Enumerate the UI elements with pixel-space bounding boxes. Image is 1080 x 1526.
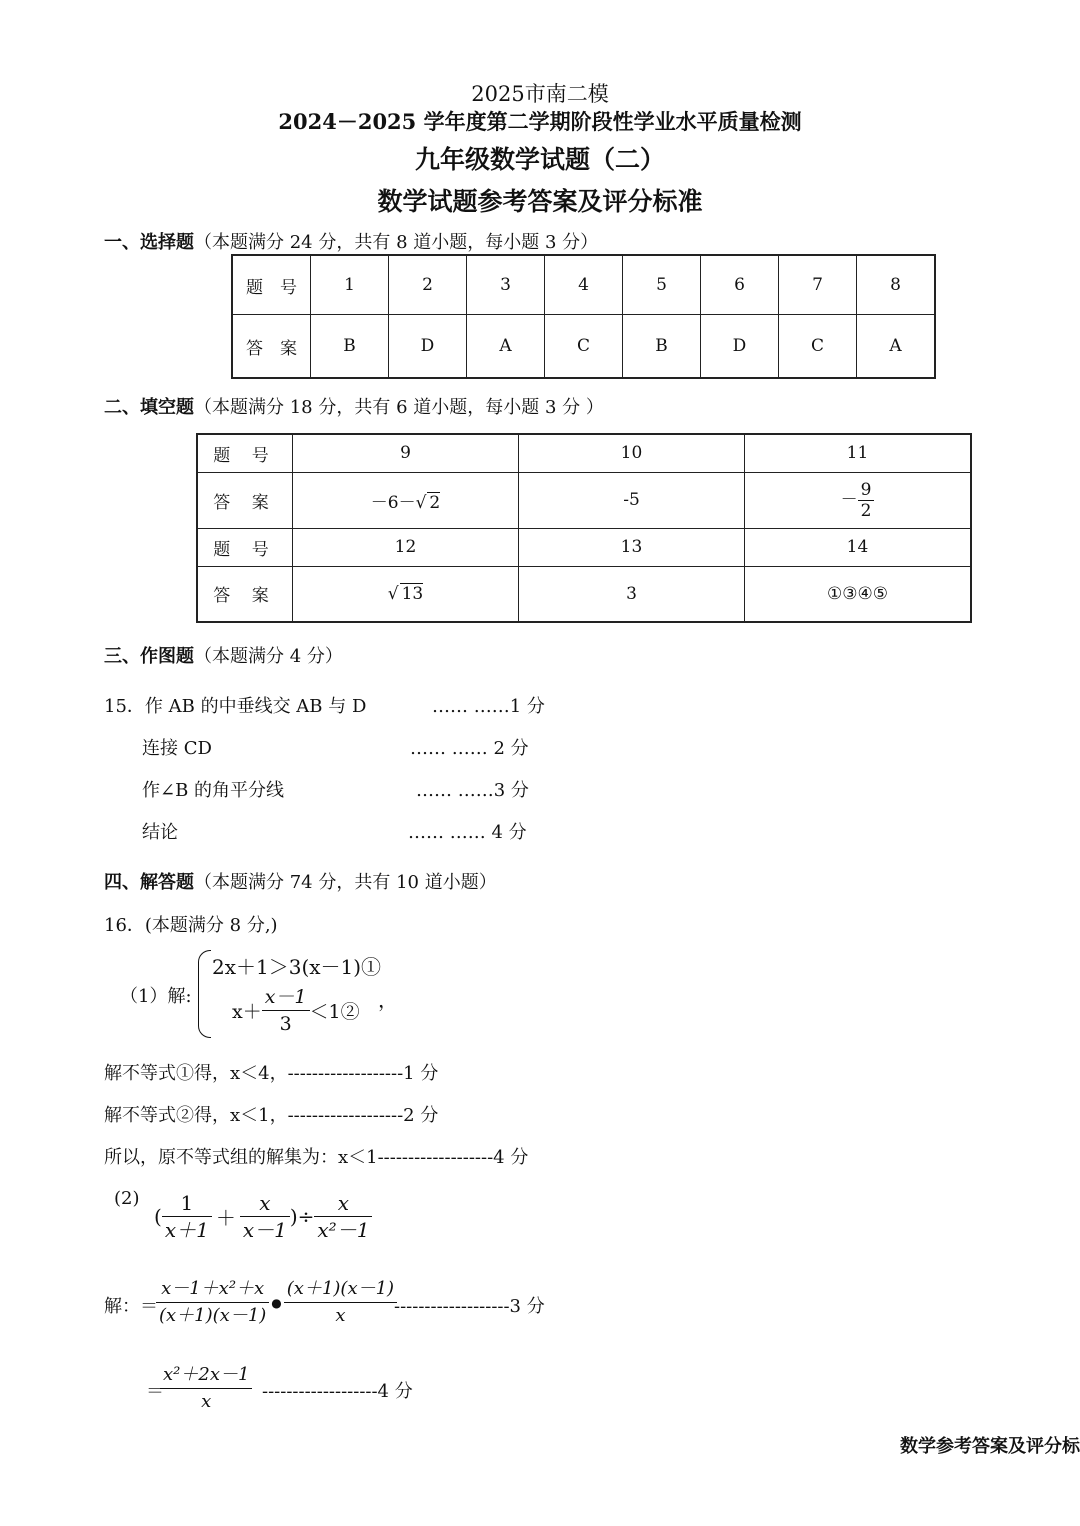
expr-fraction-1 [162, 1190, 212, 1243]
fraction-numerator: 1 [162, 1190, 212, 1217]
section-2-title: 二、填空题 [104, 397, 194, 418]
exam-term-title: 2024－2025 学年度第二学期阶段性学业水平质量检测 [278, 109, 802, 134]
table-row [197, 434, 971, 472]
answer-11-fraction [858, 480, 875, 521]
answer-cell: C [545, 315, 623, 379]
step1-fraction-b [284, 1276, 397, 1329]
table-row [232, 315, 935, 379]
multiply-dot: ● [271, 1295, 282, 1310]
inequality-2-prefix: x＋ [232, 1001, 262, 1023]
q15-step3: 作∠B 的角平分线 [142, 780, 285, 801]
inequality-1: 2x＋1＞3(x－1)① [212, 955, 382, 979]
page-footer: 数学参考答案及评分标 [900, 1436, 1080, 1457]
fraction-numerator: x [314, 1190, 372, 1217]
document-title: 数学试题参考答案及评分标准 [377, 187, 703, 216]
section-1-title: 一、选择题 [104, 232, 194, 253]
exam-subject-title: 九年级数学试题（二） [414, 145, 665, 174]
q15-step4: 结论 [142, 822, 178, 843]
table-row [197, 566, 971, 622]
expr-fraction-3 [314, 1190, 372, 1243]
table-row [232, 255, 935, 315]
answer-cell: B [311, 315, 389, 379]
step2-expression [160, 1362, 252, 1415]
q15-step2: 连接 CD [142, 738, 212, 759]
q15-step1: 15．作 AB 的中垂线交 AB 与 D [104, 696, 367, 717]
row-label: 题 号 [197, 434, 293, 472]
question-number: 9 [293, 434, 519, 472]
q16-part1-label: （1）解: [120, 986, 192, 1007]
exam-source: 2025市南二模 [471, 82, 609, 106]
section-2-heading [104, 393, 604, 419]
answer-9-radicand: 2 [429, 492, 441, 513]
answer-cell-10: -5 [519, 472, 745, 528]
answer-cell: B [623, 315, 701, 379]
question-number: 4 [545, 255, 623, 315]
section-3-note: （本题满分 4 分） [194, 646, 343, 667]
q15-score2: …… …… 2 分 [410, 738, 529, 759]
fraction-denominator: x－1 [242, 1218, 287, 1242]
fraction-numerator: (x＋1)(x－1) [284, 1276, 397, 1303]
part2-expression [154, 1190, 372, 1243]
row-label: 答 案 [232, 315, 311, 379]
question-number: 5 [623, 255, 701, 315]
question-number: 8 [857, 255, 936, 315]
fraction-numerator: x－1＋x²＋x [156, 1276, 269, 1303]
row-label: 题 号 [232, 255, 311, 315]
fraction-denominator: x [201, 1391, 212, 1412]
q16-heading: 16．(本题满分 8 分,) [104, 915, 278, 936]
step1-score: -------------------3 分 [394, 1296, 545, 1317]
answer-9-prefix: －6－ [370, 492, 416, 513]
question-number: 12 [293, 528, 519, 566]
solution-line-3: 所以，原不等式组的解集为：x＜1-------------------4 分 [104, 1147, 529, 1168]
row-label: 答 案 [197, 566, 293, 622]
question-number: 3 [467, 255, 545, 315]
answer-cell-12 [293, 566, 519, 622]
answer-cell-13: 3 [519, 566, 745, 622]
table-row [197, 528, 971, 566]
answer-cell-9 [293, 472, 519, 528]
fraction-numerator: x [240, 1190, 290, 1217]
question-number: 11 [745, 434, 972, 472]
fraction-denominator: x＋1 [164, 1218, 209, 1242]
fraction-numerator: x－1 [262, 984, 310, 1011]
answer-cell: D [389, 315, 467, 379]
step2-fraction [160, 1362, 252, 1415]
fraction-denominator: x²－1 [317, 1218, 370, 1242]
section-4-note: （本题满分 74 分，共有 10 道小题） [194, 872, 497, 893]
answer-cell: A [857, 315, 936, 379]
fill-answer-table [196, 433, 972, 623]
fraction-numerator: 9 [858, 480, 875, 501]
section-3-title: 三、作图题 [104, 646, 194, 667]
q16-part2-label: (2) [114, 1188, 140, 1209]
inequality-2-fraction [262, 984, 310, 1037]
step1-fraction-a [156, 1276, 269, 1329]
solution-line-1: 解不等式①得，x＜4，-------------------1 分 [104, 1063, 439, 1084]
section-4-title: 四、解答题 [104, 872, 194, 893]
inequality-2 [232, 984, 360, 1037]
inequality-2-suffix: ＜1② [309, 1001, 360, 1023]
question-number: 6 [701, 255, 779, 315]
answer-cell: C [779, 315, 857, 379]
section-3-heading [104, 642, 343, 668]
answer-11-sign: － [840, 489, 858, 510]
open-paren: ( [154, 1204, 162, 1229]
table-row [197, 472, 971, 528]
fraction-denominator: x [335, 1305, 346, 1326]
step-label: 解：＝ [104, 1296, 158, 1317]
section-2-note: （本题满分 18 分，共有 6 道小题，每小题 3 分 ） [194, 397, 604, 418]
row-label: 答 案 [197, 472, 293, 528]
answer-cell: A [467, 315, 545, 379]
expr-fraction-2 [240, 1190, 290, 1243]
row-label: 题 号 [197, 528, 293, 566]
q15-score4: …… …… 4 分 [408, 822, 527, 843]
system-comma: ， [378, 988, 398, 1012]
close-paren-divide: )÷ [289, 1204, 315, 1229]
answer-cell-11 [745, 472, 972, 528]
section-1-note: （本题满分 24 分，共有 8 道小题，每小题 3 分） [194, 232, 599, 253]
choice-answer-table [231, 254, 936, 379]
plus-sign: ＋ [215, 1206, 236, 1230]
q15-score3: …… ……3 分 [416, 780, 529, 801]
question-number: 2 [389, 255, 467, 315]
answer-12-radicand: 13 [401, 584, 424, 605]
question-number: 14 [745, 528, 972, 566]
system-brace [198, 950, 211, 1038]
sqrt-symbol: √ [387, 584, 399, 605]
section-1-heading [104, 228, 598, 254]
fraction-denominator: 3 [279, 1013, 292, 1035]
question-number: 1 [311, 255, 389, 315]
fraction-denominator: 2 [860, 500, 872, 521]
fraction-denominator: (x＋1)(x－1) [159, 1305, 267, 1326]
step2-score: -------------------4 分 [262, 1381, 413, 1402]
sqrt-symbol: √ [415, 492, 427, 513]
question-number: 7 [779, 255, 857, 315]
answer-cell: D [701, 315, 779, 379]
q15-score1: …… ……1 分 [432, 696, 545, 717]
step2-equals: ＝ [146, 1381, 164, 1402]
solution-line-2: 解不等式②得，x＜1，-------------------2 分 [104, 1105, 439, 1126]
question-number: 10 [519, 434, 745, 472]
section-4-heading [104, 868, 497, 894]
step1-expression [156, 1276, 397, 1329]
answer-cell-14: ①③④⑤ [745, 566, 972, 622]
question-number: 13 [519, 528, 745, 566]
fraction-numerator: x²＋2x－1 [160, 1362, 252, 1389]
